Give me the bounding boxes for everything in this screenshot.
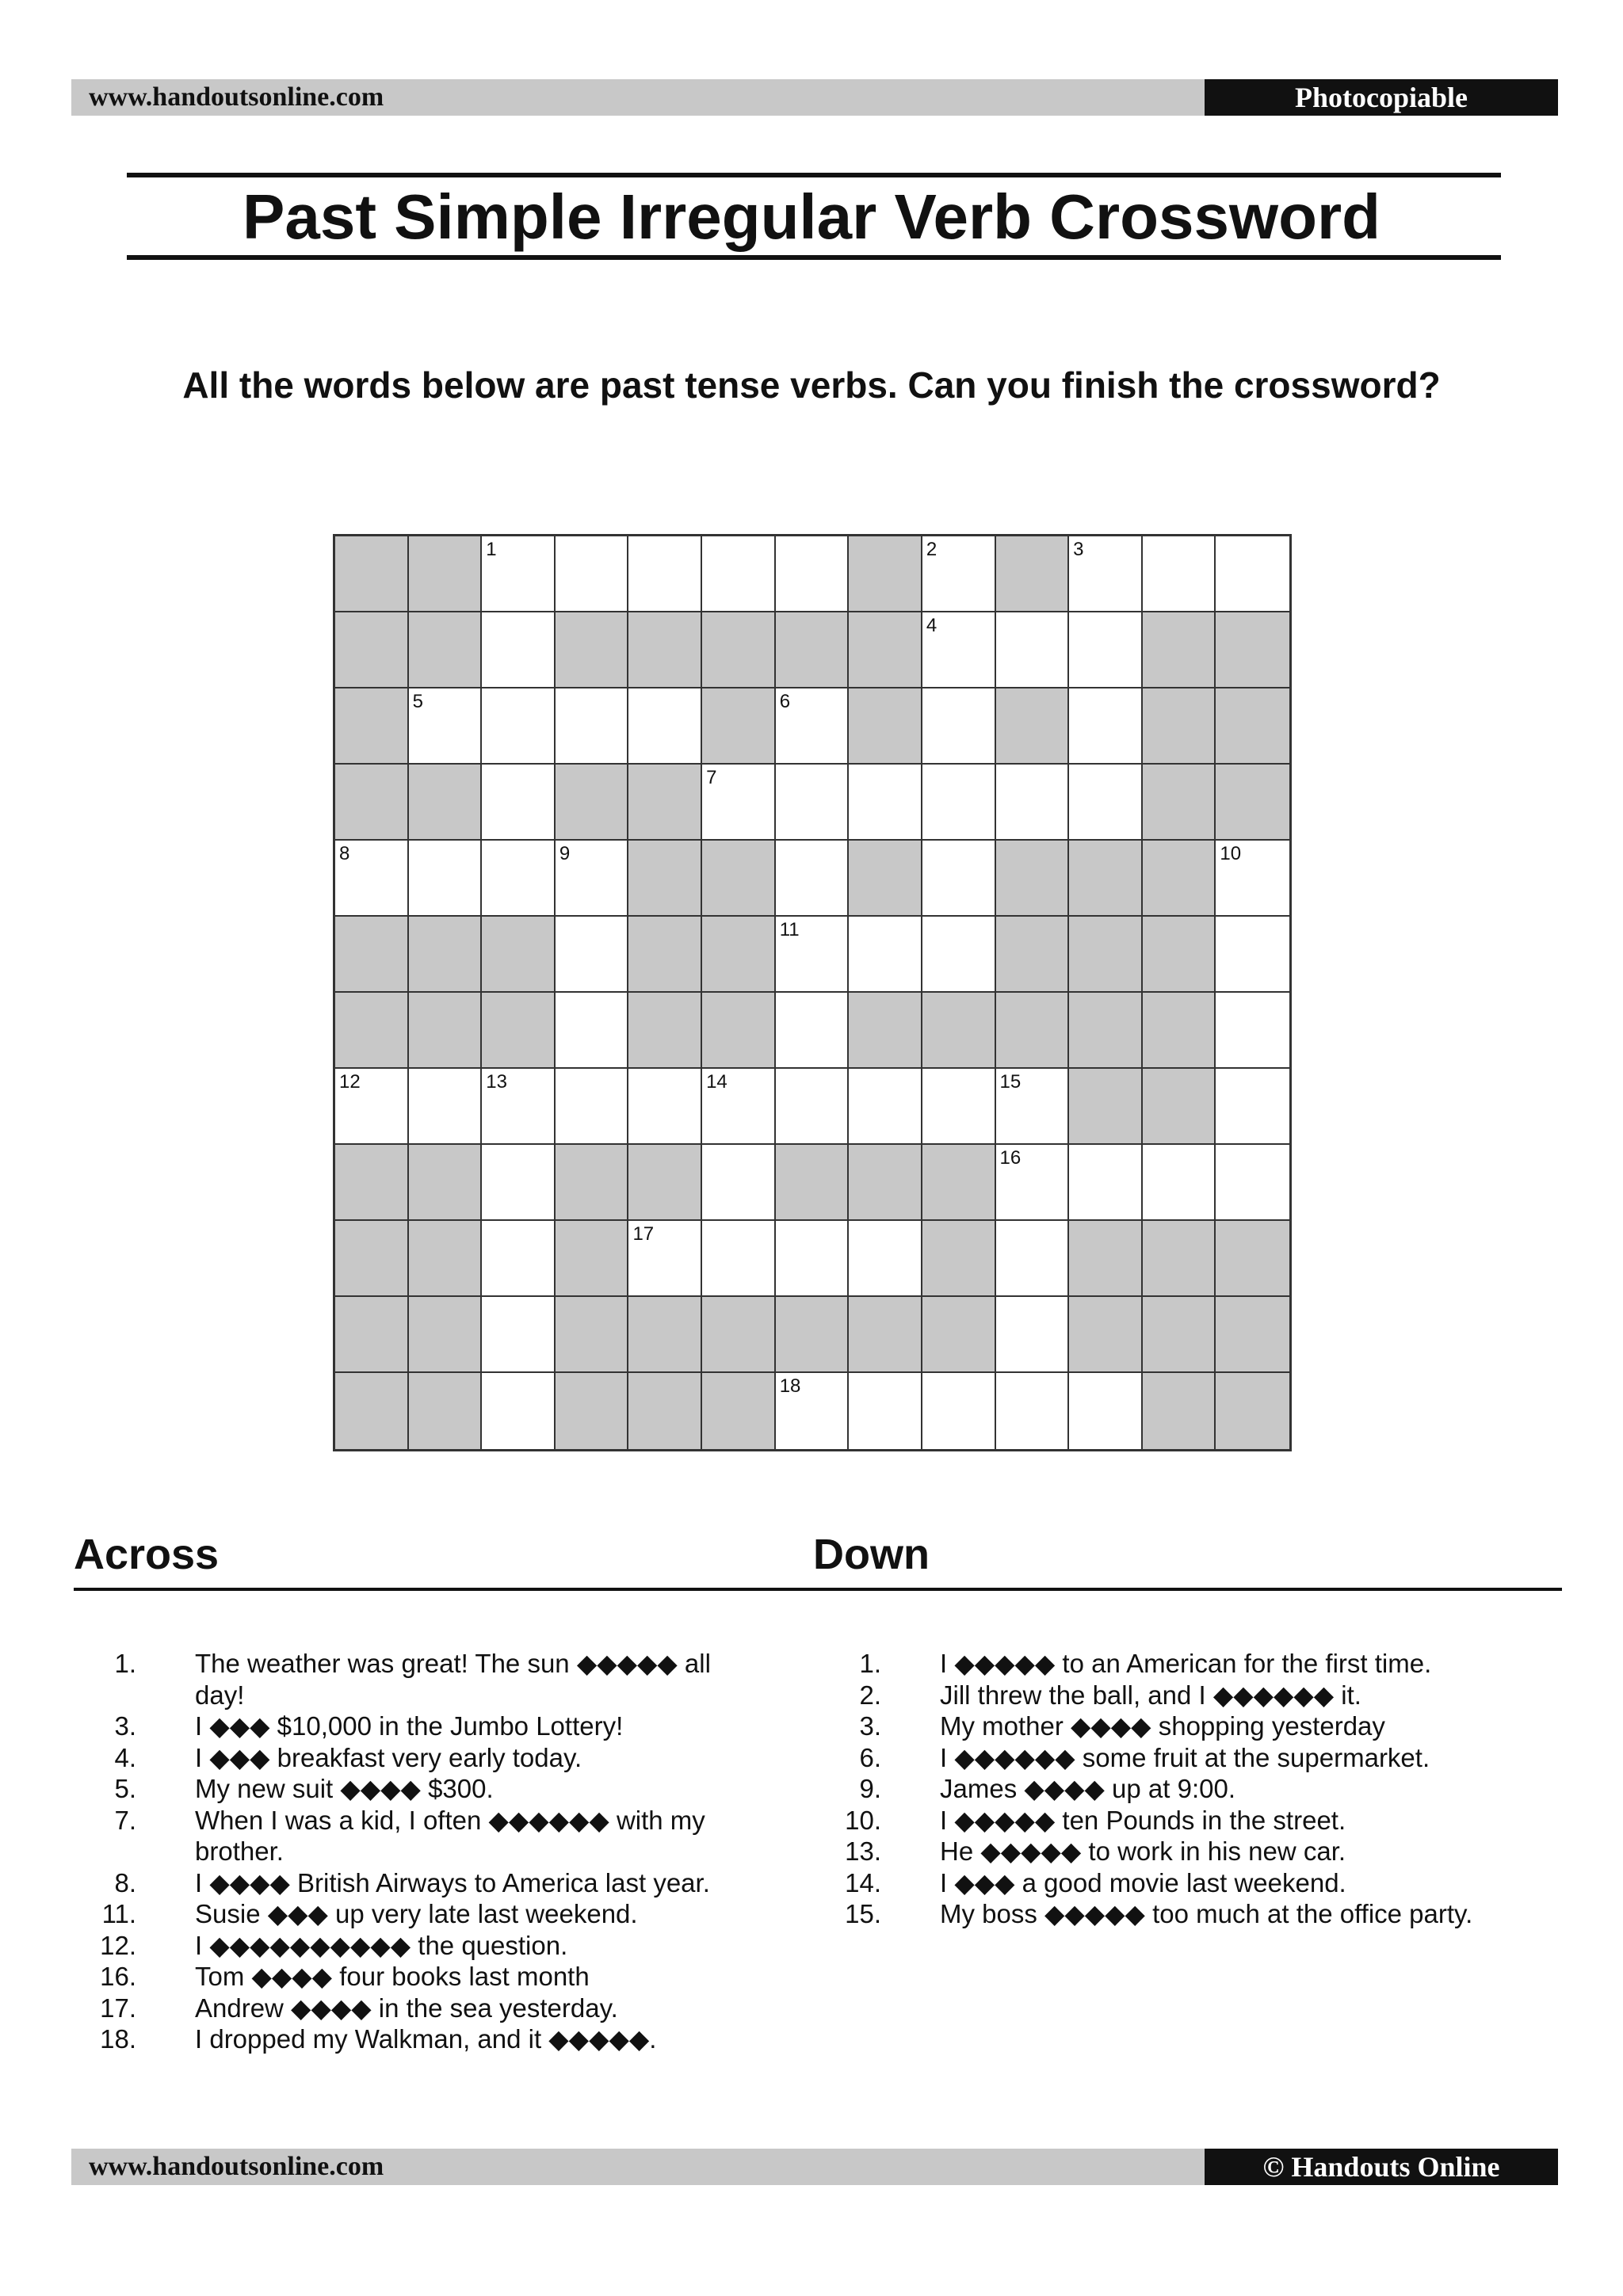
clue-number-label: 14 [706,1071,727,1093]
grid-block-cell [1069,917,1143,993]
grid-block-cell [409,612,483,688]
grid-block-cell [922,1145,996,1221]
grid-letter-cell[interactable] [335,1069,409,1145]
grid-letter-cell[interactable] [1216,993,1289,1069]
grid-block-cell [849,1297,922,1373]
grid-block-cell [628,1373,702,1449]
clue-number: 5. [114,1774,136,1803]
grid-letter-cell[interactable] [776,536,850,612]
grid-block-cell [1143,688,1216,765]
grid-block-cell [1143,1373,1216,1449]
grid-letter-cell[interactable] [702,536,776,612]
clue-text: He ◆◆◆◆◆ to work in his new car. [940,1836,1346,1866]
down-clue [824,1867,1537,1899]
grid-letter-cell[interactable] [1216,917,1289,993]
grid-block-cell [922,993,996,1069]
grid-letter-cell[interactable] [1216,841,1289,917]
grid-letter-cell[interactable] [409,841,483,917]
grid-block-cell [702,612,776,688]
clue-number: 3. [859,1711,881,1741]
grid-letter-cell[interactable] [922,841,996,917]
grid-letter-cell[interactable] [556,1069,629,1145]
clue-number: 11. [101,1899,136,1928]
grid-block-cell [702,1373,776,1449]
clue-text: When I was a kid, I often ◆◆◆◆◆◆ with my brother. [195,1805,705,1866]
across-clue [79,2023,753,2055]
grid-letter-cell[interactable] [482,536,556,612]
down-clue [824,1648,1537,1680]
across-clue [79,1930,753,1962]
grid-block-cell [1143,765,1216,841]
clue-number: 6. [859,1742,881,1772]
clue-number-label: 5 [412,691,423,712]
grid-block-cell [409,1221,483,1297]
grid-block-cell [1143,1069,1216,1145]
grid-block-cell [1069,993,1143,1069]
clue-text: I ◆◆◆◆◆◆ some fruit at the supermarket. [940,1742,1430,1772]
title-rule-bottom [127,255,1501,260]
clue-number-label: 3 [1073,539,1084,560]
grid-block-cell [1143,1221,1216,1297]
footer-url: www.handoutsonline.com [89,2152,384,2181]
grid-block-cell [922,1221,996,1297]
grid-block-cell [335,536,409,612]
clue-text: I dropped my Walkman, and it ◆◆◆◆◆. [195,2024,657,2054]
grid-letter-cell[interactable] [482,841,556,917]
grid-block-cell [628,917,702,993]
clue-number: 10. [845,1805,881,1835]
grid-block-cell [1143,917,1216,993]
grid-letter-cell[interactable] [482,688,556,765]
grid-block-cell [556,1297,629,1373]
clue-number: 9. [859,1774,881,1803]
grid-block-cell [702,917,776,993]
grid-letter-cell[interactable] [1069,765,1143,841]
grid-letter-cell[interactable] [702,1221,776,1297]
grid-letter-cell[interactable] [849,1373,922,1449]
grid-block-cell [556,1221,629,1297]
clue-number-label: 7 [706,767,717,788]
clue-number-label: 18 [779,1375,801,1397]
grid-letter-cell[interactable] [1143,536,1216,612]
grid-block-cell [1216,612,1289,688]
grid-block-cell [1216,688,1289,765]
clue-text: James ◆◆◆◆ up at 9:00. [940,1774,1236,1803]
grid-block-cell [1143,841,1216,917]
grid-letter-cell[interactable] [922,1069,996,1145]
clue-text: I ◆◆◆◆◆ to an American for the first time. [940,1649,1432,1678]
grid-block-cell [628,841,702,917]
grid-block-cell [556,612,629,688]
across-clue [79,1648,753,1711]
clue-number-label: 10 [1220,843,1242,864]
grid-block-cell [1069,1069,1143,1145]
instructions: All the words below are past tense verbs. Can you finish the crossword? [182,364,1441,406]
grid-letter-cell[interactable] [996,1069,1070,1145]
grid-block-cell [702,993,776,1069]
clue-number: 17. [100,1993,136,2023]
clue-number-label: 2 [926,539,938,560]
clue-text: Susie ◆◆◆ up very late last weekend. [195,1899,638,1928]
grid-block-cell [409,1373,483,1449]
grid-block-cell [335,688,409,765]
grid-block-cell [335,765,409,841]
clue-number: 13. [845,1836,881,1866]
grid-letter-cell[interactable] [849,765,922,841]
grid-letter-cell[interactable] [556,841,629,917]
clue-number: 16. [100,1962,136,1991]
grid-letter-cell[interactable] [1069,688,1143,765]
grid-block-cell [556,1145,629,1221]
header-url: www.handoutsonline.com [89,82,384,112]
grid-block-cell [1216,1221,1289,1297]
grid-block-cell [849,1145,922,1221]
down-clue [824,1898,1537,1930]
grid-letter-cell[interactable] [996,1145,1070,1221]
grid-block-cell [1216,1297,1289,1373]
down-clue-list [824,1648,1537,1930]
grid-letter-cell[interactable] [1069,1145,1143,1221]
grid-letter-cell[interactable] [1069,1373,1143,1449]
clue-text: My new suit ◆◆◆◆ $300. [195,1774,494,1803]
across-clue [79,1711,753,1742]
grid-block-cell [1143,993,1216,1069]
crossword-grid [333,534,1292,1451]
clue-number: 3. [114,1711,136,1741]
down-clue [824,1805,1537,1836]
grid-letter-cell[interactable] [922,536,996,612]
clue-number: 12. [100,1930,136,1960]
grid-letter-cell[interactable] [482,1221,556,1297]
clue-number-label: 4 [926,615,938,636]
grid-letter-cell[interactable] [922,917,996,993]
grid-letter-cell[interactable] [776,688,850,765]
grid-letter-cell[interactable] [849,917,922,993]
header-photocopiable-tag: Photocopiable [1205,79,1558,116]
grid-letter-cell[interactable] [409,688,483,765]
clue-text: My mother ◆◆◆◆ shopping yesterday [940,1711,1385,1741]
grid-letter-cell[interactable] [776,765,850,841]
down-heading: Down [813,1531,930,1578]
grid-letter-cell[interactable] [482,1297,556,1373]
clue-number: 1. [114,1649,136,1678]
grid-letter-cell[interactable] [1216,1069,1289,1145]
grid-block-cell [849,993,922,1069]
down-clue [824,1680,1537,1711]
title-rule-top [127,173,1501,177]
grid-letter-cell[interactable] [849,1221,922,1297]
grid-block-cell [335,1145,409,1221]
section-rule [74,1588,1562,1591]
grid-block-cell [849,688,922,765]
clue-number: 7. [114,1805,136,1835]
clue-number-label: 16 [999,1147,1022,1169]
across-clue [79,1961,753,1993]
grid-block-cell [409,917,483,993]
grid-block-cell [776,1297,850,1373]
grid-block-cell [996,688,1070,765]
grid-block-cell [556,765,629,841]
grid-block-cell [1143,1297,1216,1373]
clue-text: Tom ◆◆◆◆ four books last month [195,1962,590,1991]
grid-block-cell [849,612,922,688]
grid-block-cell [702,688,776,765]
grid-block-cell [1216,765,1289,841]
grid-letter-cell[interactable] [776,993,850,1069]
grid-letter-cell[interactable] [996,765,1070,841]
grid-block-cell [628,765,702,841]
grid-block-cell [628,1145,702,1221]
grid-block-cell [482,917,556,993]
grid-block-cell [335,612,409,688]
grid-letter-cell[interactable] [482,765,556,841]
across-clue [79,1867,753,1899]
grid-letter-cell[interactable] [776,841,850,917]
grid-letter-cell[interactable] [335,841,409,917]
grid-letter-cell[interactable] [996,1221,1070,1297]
grid-letter-cell[interactable] [556,536,629,612]
across-clue [79,1993,753,2024]
grid-letter-cell[interactable] [776,1373,850,1449]
grid-letter-cell[interactable] [922,688,996,765]
grid-letter-cell[interactable] [556,993,629,1069]
grid-block-cell [409,993,483,1069]
grid-letter-cell[interactable] [996,612,1070,688]
down-clue [824,1711,1537,1742]
grid-block-cell [409,1145,483,1221]
grid-block-cell [335,1373,409,1449]
grid-block-cell [409,1297,483,1373]
grid-block-cell [849,841,922,917]
grid-block-cell [849,536,922,612]
grid-block-cell [628,612,702,688]
grid-letter-cell[interactable] [996,1373,1070,1449]
clue-number-label: 12 [339,1071,361,1093]
clue-text: My boss ◆◆◆◆◆ too much at the office party. [940,1899,1473,1928]
clue-number-label: 6 [779,691,791,712]
grid-block-cell [1069,1221,1143,1297]
grid-block-cell [335,1297,409,1373]
footer-copyright-tag: © Handouts Online [1205,2149,1558,2185]
grid-letter-cell[interactable] [628,1069,702,1145]
grid-block-cell [628,993,702,1069]
grid-letter-cell[interactable] [702,1069,776,1145]
clue-text: I ◆◆◆ a good movie last weekend. [940,1867,1346,1897]
clue-number: 1. [859,1649,881,1678]
clue-number-label: 8 [339,843,350,864]
across-heading: Across [74,1531,220,1578]
clue-number: 15. [845,1899,881,1928]
clue-number-label: 1 [486,539,497,560]
grid-block-cell [996,841,1070,917]
grid-block-cell [1069,841,1143,917]
clue-number-label: 11 [779,919,800,940]
grid-letter-cell[interactable] [628,536,702,612]
grid-block-cell [776,612,850,688]
grid-block-cell [409,536,483,612]
clue-text: I ◆◆◆ $10,000 in the Jumbo Lottery! [195,1711,624,1741]
grid-block-cell [702,841,776,917]
grid-block-cell [1216,1373,1289,1449]
grid-letter-cell[interactable] [996,1297,1070,1373]
grid-letter-cell[interactable] [922,1373,996,1449]
clue-number-label: 17 [632,1223,655,1245]
page-title: Past Simple Irregular Verb Crossword [242,181,1381,252]
grid-letter-cell[interactable] [1216,536,1289,612]
clue-text: Jill threw the ball, and I ◆◆◆◆◆◆ it. [940,1680,1361,1710]
footer-band [71,2149,1558,2185]
down-clue [824,1836,1537,1867]
grid-letter-cell[interactable] [702,1145,776,1221]
clue-text: I ◆◆◆◆◆ ten Pounds in the street. [940,1805,1346,1835]
across-clue [79,1805,753,1867]
grid-letter-cell[interactable] [776,1221,850,1297]
grid-block-cell [556,1373,629,1449]
grid-letter-cell[interactable] [556,688,629,765]
grid-letter-cell[interactable] [482,1145,556,1221]
grid-letter-cell[interactable] [482,612,556,688]
grid-block-cell [335,993,409,1069]
grid-block-cell [482,993,556,1069]
clue-text: I ◆◆◆◆◆◆◆◆◆◆ the question. [195,1930,568,1960]
grid-block-cell [996,917,1070,993]
clue-number: 2. [859,1680,881,1710]
header-band [71,79,1558,116]
grid-block-cell [1143,612,1216,688]
clue-number-label: 15 [999,1071,1022,1093]
grid-letter-cell[interactable] [1143,1145,1216,1221]
grid-letter-cell[interactable] [922,765,996,841]
grid-block-cell [996,536,1070,612]
grid-letter-cell[interactable] [628,688,702,765]
clue-text: I ◆◆◆ breakfast very early today. [195,1742,582,1772]
grid-block-cell [335,1221,409,1297]
clue-number-label: 9 [559,843,571,864]
grid-block-cell [922,1297,996,1373]
grid-block-cell [1069,1297,1143,1373]
clue-text: I ◆◆◆◆ British Airways to America last year. [195,1867,710,1897]
clue-number-label: 13 [486,1071,507,1093]
across-clue [79,1898,753,1930]
grid-letter-cell[interactable] [776,1069,850,1145]
grid-letter-cell[interactable] [849,1069,922,1145]
grid-letter-cell[interactable] [556,917,629,993]
grid-letter-cell[interactable] [776,917,850,993]
clue-text: The weather was great! The sun ◆◆◆◆◆ all day! [195,1649,711,1710]
grid-letter-cell[interactable] [628,1221,702,1297]
down-clue [824,1742,1537,1774]
grid-letter-cell[interactable] [409,1069,483,1145]
clue-number: 18. [100,2024,136,2054]
grid-letter-cell[interactable] [482,1069,556,1145]
grid-block-cell [409,765,483,841]
grid-block-cell [628,1297,702,1373]
grid-block-cell [335,917,409,993]
grid-letter-cell[interactable] [702,765,776,841]
grid-block-cell [776,1145,850,1221]
grid-letter-cell[interactable] [922,612,996,688]
clue-number: 4. [114,1742,136,1772]
grid-letter-cell[interactable] [482,1373,556,1449]
grid-block-cell [996,993,1070,1069]
across-clue [79,1742,753,1774]
down-clue [824,1773,1537,1805]
grid-letter-cell[interactable] [1069,536,1143,612]
across-clue [79,1773,753,1805]
clue-text: Andrew ◆◆◆◆ in the sea yesterday. [195,1993,618,2023]
clue-number: 8. [114,1867,136,1897]
grid-letter-cell[interactable] [1216,1145,1289,1221]
grid-block-cell [702,1297,776,1373]
across-clue-list [79,1648,753,2055]
clue-number: 14. [845,1867,881,1897]
grid-letter-cell[interactable] [1069,612,1143,688]
